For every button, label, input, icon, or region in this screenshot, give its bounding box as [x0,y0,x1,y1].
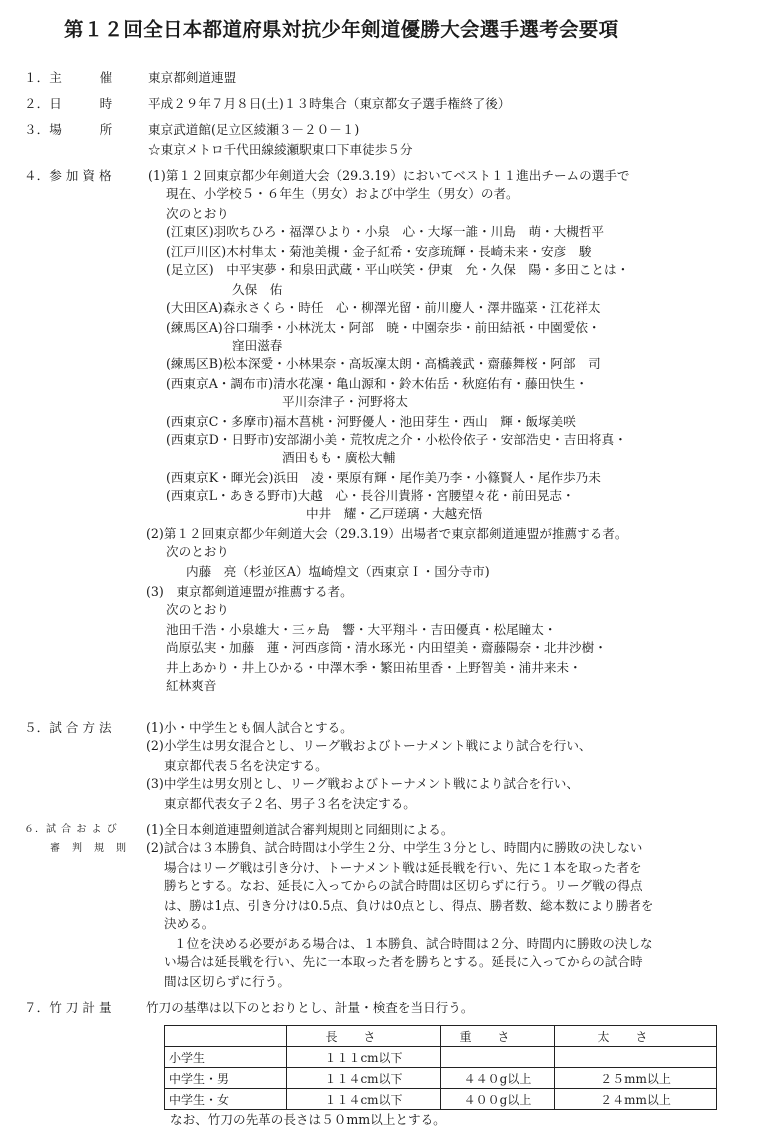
team-entry-continued: 窪田滋春 [232,338,283,353]
section-4-label: ４．参 加 資 格 [24,168,112,183]
eligibility-3-line: 次のとおり [166,602,229,617]
table-row [165,1089,717,1110]
match-method-line: 東京都代表５名を決定する。 [164,758,328,773]
match-method-line: (1)小・中学生とも個人試合とする。 [146,720,353,735]
table-cell [555,1047,717,1068]
section-1-label: １．主 催 [24,70,113,85]
eligibility-2-line: (2)第１２回東京都少年剣道大会（29.3.19）出場者で東京都剣道連盟が推薦する者。 [146,526,628,541]
eligibility-2-line: 次のとおり [166,544,229,559]
section-2-label: ２．日 時 [24,96,113,111]
table-cell: ２５mm以上 [555,1068,717,1089]
table-header-cell: 重さ [441,1026,555,1047]
section-7-label: ７．竹 刀 計 量 [24,1000,112,1015]
table-header-cell [165,1026,287,1047]
team-entry-continued: 酒田もも・廣松大輔 [282,450,396,465]
team-entry: (足立区) 中平実夢・和泉田武蔵・平山咲笑・伊東 允・久保 陽・多田ことは・ [166,262,630,277]
team-entry-continued: 中井 耀・乙戸瑳璃・大越充悟 [306,506,483,521]
table-header-cell: 長さ [287,1026,441,1047]
table-cell: ４４０g以上 [441,1068,555,1089]
team-entry: (江戸川区)木村隼太・菊池美槻・金子紅希・安彦琉輝・長崎未来・安彦 駿 [166,244,592,259]
table-row [165,1068,717,1089]
section-2-datetime: 平成２９年７月８日(土)１３時集合（東京都女子選手権終了後） [148,96,511,111]
team-entry-continued: 平川奈津子・河野将太 [282,394,408,409]
section-3-access: ☆東京メトロ千代田線綾瀬駅東口下車徒歩５分 [148,142,413,157]
rules-line: (2)試合は３本勝負、試合時間は小学生２分、中学生３分とし、時間内に勝敗の決しない [146,840,643,855]
team-entry: (大田区A)森永さくら・時任 心・柳澤光留・前川慶人・澤井臨菜・江花祥太 [166,300,601,315]
rules-line: い場合は延長戦を行い、先に一本取った者を勝ちとする。延長に入ってからの試合時 [164,954,643,969]
rules-line: 場合はリーグ戦は引き分け、トーナメント戦は延長戦を行い、先に１本を取った者を [164,860,642,875]
team-entry-continued: 久保 佑 [232,282,283,297]
document-title: 第１２回全日本都道府県対抗少年剣道優勝大会選手選考会要項 [64,18,619,41]
table-row-header: 中学生・男 [165,1068,287,1089]
team-entry: (西東京L・あきる野市)大越 心・長谷川貴將・宮腰望々花・前田晃志・ [166,488,575,503]
shinai-standard-text: 竹刀の基準は以下のとおりとし、計量・検査を当日行う。 [146,1000,474,1015]
eligibility-3-line: (3) 東京都剣道連盟が推薦する者。 [146,584,353,599]
eligibility-1-line: (1)第１２回東京都少年剣道大会（29.3.19）においてベスト１１進出チームの選手で [148,168,630,183]
table-header-cell: 太さ [555,1026,717,1047]
rules-line: は、勝は1点、引き分けは0.5点、負けは0点とし、得点、勝者数、総本数により勝者を [164,898,654,913]
match-method-line: 東京都代表女子２名、男子３名を決定する。 [164,796,416,811]
team-entry: (西東京K・暉光会)浜田 凌・栗原有輝・尾作美乃李・小篠賢人・尾作歩乃未 [166,470,601,485]
eligibility-1-line: 現在、小学校５・６年生（男女）および中学生（男女）の者。 [166,186,519,201]
shinai-spec-table [164,1025,717,1110]
table-cell [441,1047,555,1068]
table-cell: １１１cm以下 [287,1047,441,1068]
table-row [165,1047,717,1068]
team-entry: (西東京A・調布市)清水花凜・亀山源和・鈴木佑岳・秋庭佑有・藤田快生・ [166,376,588,391]
table-cell: ２４mm以上 [555,1089,717,1110]
rules-line: 勝ちとする。なお、延長に入ってからの試合時間は区切らずに行う。リーグ戦の得点 [164,878,643,893]
rules-line: １位を決める必要がある場合は、１本勝負、試合時間は２分、時間内に勝敗の決しな [174,936,653,951]
rules-line: (1)全日本剣道連盟剣道試合審判規則と同細則による。 [146,822,454,837]
match-method-line: (3)中学生は男女別とし、リーグ戦およびトーナメント戦により試合を行い、 [146,776,579,791]
recommended-names: 紅林爽音 [166,678,217,693]
team-entry: (練馬区A)谷口瑞季・小林洸太・阿部 暁・中園奈歩・前田結祇・中園愛依・ [166,320,601,335]
team-entry: (江東区)羽吹ちひろ・福澤ひより・小泉 心・大塚一誰・川島 萌・大槻哲平 [166,224,605,239]
section-5-label: ５．試 合 方 法 [24,720,112,735]
match-method-line: (2)小学生は男女混合とし、リーグ戦およびトーナメント戦により試合を行い、 [146,738,592,753]
section-6-label-continued: 審 判 規 則 [50,843,127,854]
recommended-names: 尚原弘実・加藤 蓮・河西彦筒・清水琢光・内田望美・齋藤陽奈・北井沙樹・ [166,640,607,655]
section-3-label: ３．場 所 [24,122,113,137]
shinai-note: なお、竹刀の先革の長さは５０mm以上とする。 [170,1112,446,1127]
table-row-header: 中学生・女 [165,1089,287,1110]
table-cell: ４００g以上 [441,1089,555,1110]
rules-line: 決める。 [164,916,215,931]
recommended-names: 池田千浩・小泉雄大・三ヶ島 響・大平翔斗・吉田優真・松尾瞳太・ [166,622,557,637]
eligibility-2-line: 内藤 亮（杉並区A）塩崎煌文（西東京Ｉ・国分寺市) [186,564,490,579]
table-row-header: 小学生 [165,1047,287,1068]
team-entry: (西東京C・多摩市)福木菖桃・河野優人・池田芽生・西山 輝・飯塚美咲 [166,414,576,429]
table-cell: １１４cm以下 [287,1089,441,1110]
recommended-names: 井上あかり・井上ひかる・中澤木季・繁田祐里香・上野智美・浦井来未・ [166,660,582,675]
rules-line: 間は区切らずに行う。 [164,974,290,989]
table-cell: １１４cm以下 [287,1068,441,1089]
eligibility-1-line: 次のとおり [166,206,229,221]
section-6-label: ６．試 合 お よ び [24,824,118,835]
team-entry: (西東京D・日野市)安部湖小美・荒牧虎之介・小松伶依子・安部浩史・吉田将真・ [166,432,627,447]
table-header-row [165,1026,717,1047]
section-3-venue: 東京武道館(足立区綾瀬３－２０－１) [148,122,360,137]
team-entry: (練馬区B)松本深愛・小林果奈・高坂凜太朗・高橋義武・齋藤舞桜・阿部 司 [166,356,601,371]
section-1-organizer: 東京都剣道連盟 [148,70,237,85]
